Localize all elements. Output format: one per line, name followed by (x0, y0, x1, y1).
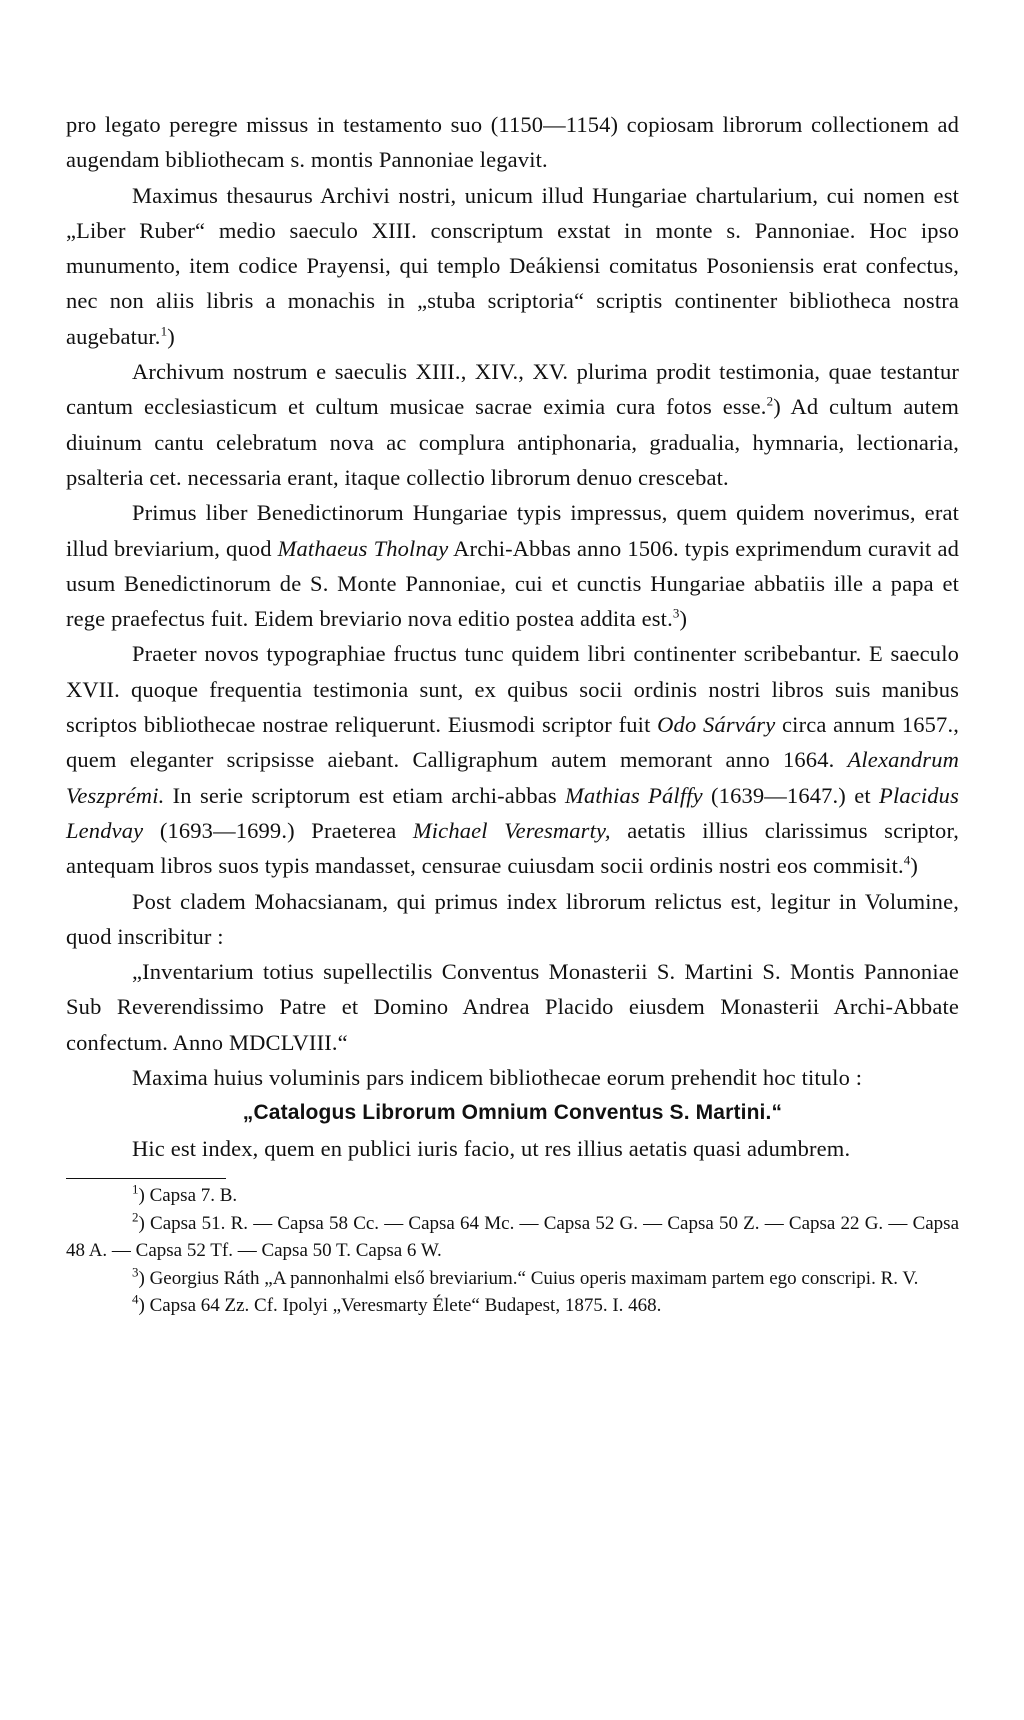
person-name: Mathaeus Tholnay (277, 535, 449, 561)
footnote-ref[interactable]: 2 (766, 393, 774, 409)
main-text (66, 107, 959, 1166)
text-run: Archivum nostrum e saeculis XIII., XIV., XV. plurima prodit testimonia, quae testantur cantum ecclesiasticum et cultum musicae sacrae eximia cura fotos esse. (66, 359, 959, 420)
paragraph-hic-est (66, 1131, 959, 1166)
catalogus-title (66, 1095, 959, 1130)
paragraph-primus-liber (66, 495, 959, 636)
text-run: (1693—1699.) Praeterea (143, 817, 413, 843)
text-run: pro legato peregre missus in testamento suo (1150—1154) copiosam librorum collectionem ad augendam bibliothecam s. montis Pannoniae legavit. (66, 112, 959, 173)
text-run: ) (679, 606, 688, 632)
footnote-ref[interactable]: 1 (160, 323, 168, 339)
person-name: Alexandrum Veszprémi. (66, 747, 959, 808)
text-run: ) Ad cultum autem diuinum cantu celebratum nova ac complura antiphonaria, gradualia, hymnaria, lectionaria, psalteria cet. necessaria erant, itaque collectio librorum denuo crescebat. (66, 394, 959, 490)
text-run: aetatis illius clarissimus scriptor, antequam libros suos typis mandasset, censurae cuiusdam socii ordinis nostri eos commisit. (66, 817, 959, 879)
footnote-mark: 4 (132, 1291, 139, 1307)
footnote-text: ) Capsa 51. R. — Capsa 58 Cc. — Capsa 64 Mc. — Capsa 52 G. — Capsa 50 Z. — Capsa 22 G. — Capsa 48 A. — Capsa 52 Tf. — Capsa 50 T. Capsa 6 W. (66, 1212, 959, 1262)
text-run: ) (167, 323, 175, 349)
text-run: „Inventarium totius supellectilis Conventus Monasterii S. Martini S. Montis Pannoniae Sub Reverendissimo Patre et Domino Andrea Placido eiusdem Monasterii Archi-Abbate confectum. Anno MDCLVIII.“ (66, 959, 959, 1055)
footnote-1 (66, 1182, 959, 1210)
text-run: Maximus thesaurus Archivi nostri, unicum illud Hungariae chartularium, cui nomen est „Liber Ruber“ medio saeculo XIII. conscriptum exstat in monte s. Pannoniae. Hoc ipso munumento, item codice Prayensi, qui templo Deákiensi comitatus Posoniensis erat confectus, nec non aliis libris a monachis in „stuba scriptoria“ scriptis continenter bibliotheca nostra augebatur. (66, 182, 959, 349)
text-run: Primus liber Benedictinorum Hungariae typis impressus, quem quidem noverimus, erat illud breviarium, quod (66, 500, 959, 561)
footnote-mark: 1 (132, 1181, 139, 1197)
footnote-ref[interactable]: 3 (672, 605, 680, 621)
text-run: ) (910, 853, 919, 879)
footnote-divider (66, 1178, 226, 1179)
paragraph-liber-ruber (66, 178, 959, 354)
text-run: Post cladem Mohacsianam, qui primus index librorum relictus est, legitur in Volumine, quod inscribitur : (66, 888, 959, 949)
text-run: (1639—1647.) et (702, 782, 880, 808)
paragraph-archivum (66, 354, 959, 495)
footnote-text: ) Georgius Ráth „A pannonhalmi első breviarium.“ Cuius operis maximam partem ego conscripi. R. V. (138, 1267, 919, 1289)
footnote-mark: 3 (132, 1264, 139, 1280)
footnote-text: ) Capsa 64 Zz. Cf. Ipolyi „Veresmarty Élete“ Budapest, 1875. I. 468. (138, 1295, 662, 1317)
footnote-ref[interactable]: 4 (903, 852, 911, 868)
paragraph-post-cladem (66, 884, 959, 955)
paragraph-maxima (66, 1060, 959, 1095)
footnote-3 (66, 1265, 959, 1293)
person-name: Placidus Lendvay (66, 782, 959, 843)
footnote-2 (66, 1210, 959, 1265)
page-content (66, 107, 959, 1320)
paragraph-praeter (66, 636, 959, 883)
footnote-4 (66, 1292, 959, 1320)
footnotes (66, 1182, 959, 1320)
text-run: Hic est index, quem en publici iuris facio, ut res illius aetatis quasi adumbrem. (132, 1135, 851, 1161)
footnote-mark: 2 (132, 1209, 139, 1225)
footnote-text: ) Capsa 7. B. (138, 1184, 238, 1206)
paragraph-inventarium-quote (66, 954, 959, 1060)
paragraph-legato (66, 107, 959, 178)
text-run: circa annum 1657., quem eleganter scripsisse aiebant. Calligraphum autem memorant anno 1664. (66, 712, 960, 773)
person-name: Mathias Pálffy (565, 782, 703, 808)
text-run: „Catalogus Librorum Omnium Conventus S. Martini.“ (242, 1101, 783, 1125)
person-name: Odo Sárváry (657, 712, 776, 738)
text-run: In serie scriptorum est etiam archi-abbas (164, 782, 566, 808)
text-run: Maxima huius voluminis pars indicem bibliothecae eorum prehendit hoc titulo : (132, 1065, 863, 1091)
person-name: Michael Veresmarty, (412, 817, 611, 843)
text-run: Praeter novos typographiae fructus tunc quidem libri continenter scribebantur. E saeculo XVII. quoque frequentia testimonia sunt, ex quibus socii ordinis nostri libros suis manibus scriptos bibliothecae nostrae reliquerunt. Eiusmodi scriptor fuit (66, 641, 959, 738)
text-run: Archi-Abbas anno 1506. typis exprimendum curavit ad usum Benedictinorum de S. Monte Pannoniae, cui et cunctis Hungariae abbatiis ille a papa et rege praefectus fuit. Eidem breviario nova editio postea addita est. (66, 535, 959, 632)
